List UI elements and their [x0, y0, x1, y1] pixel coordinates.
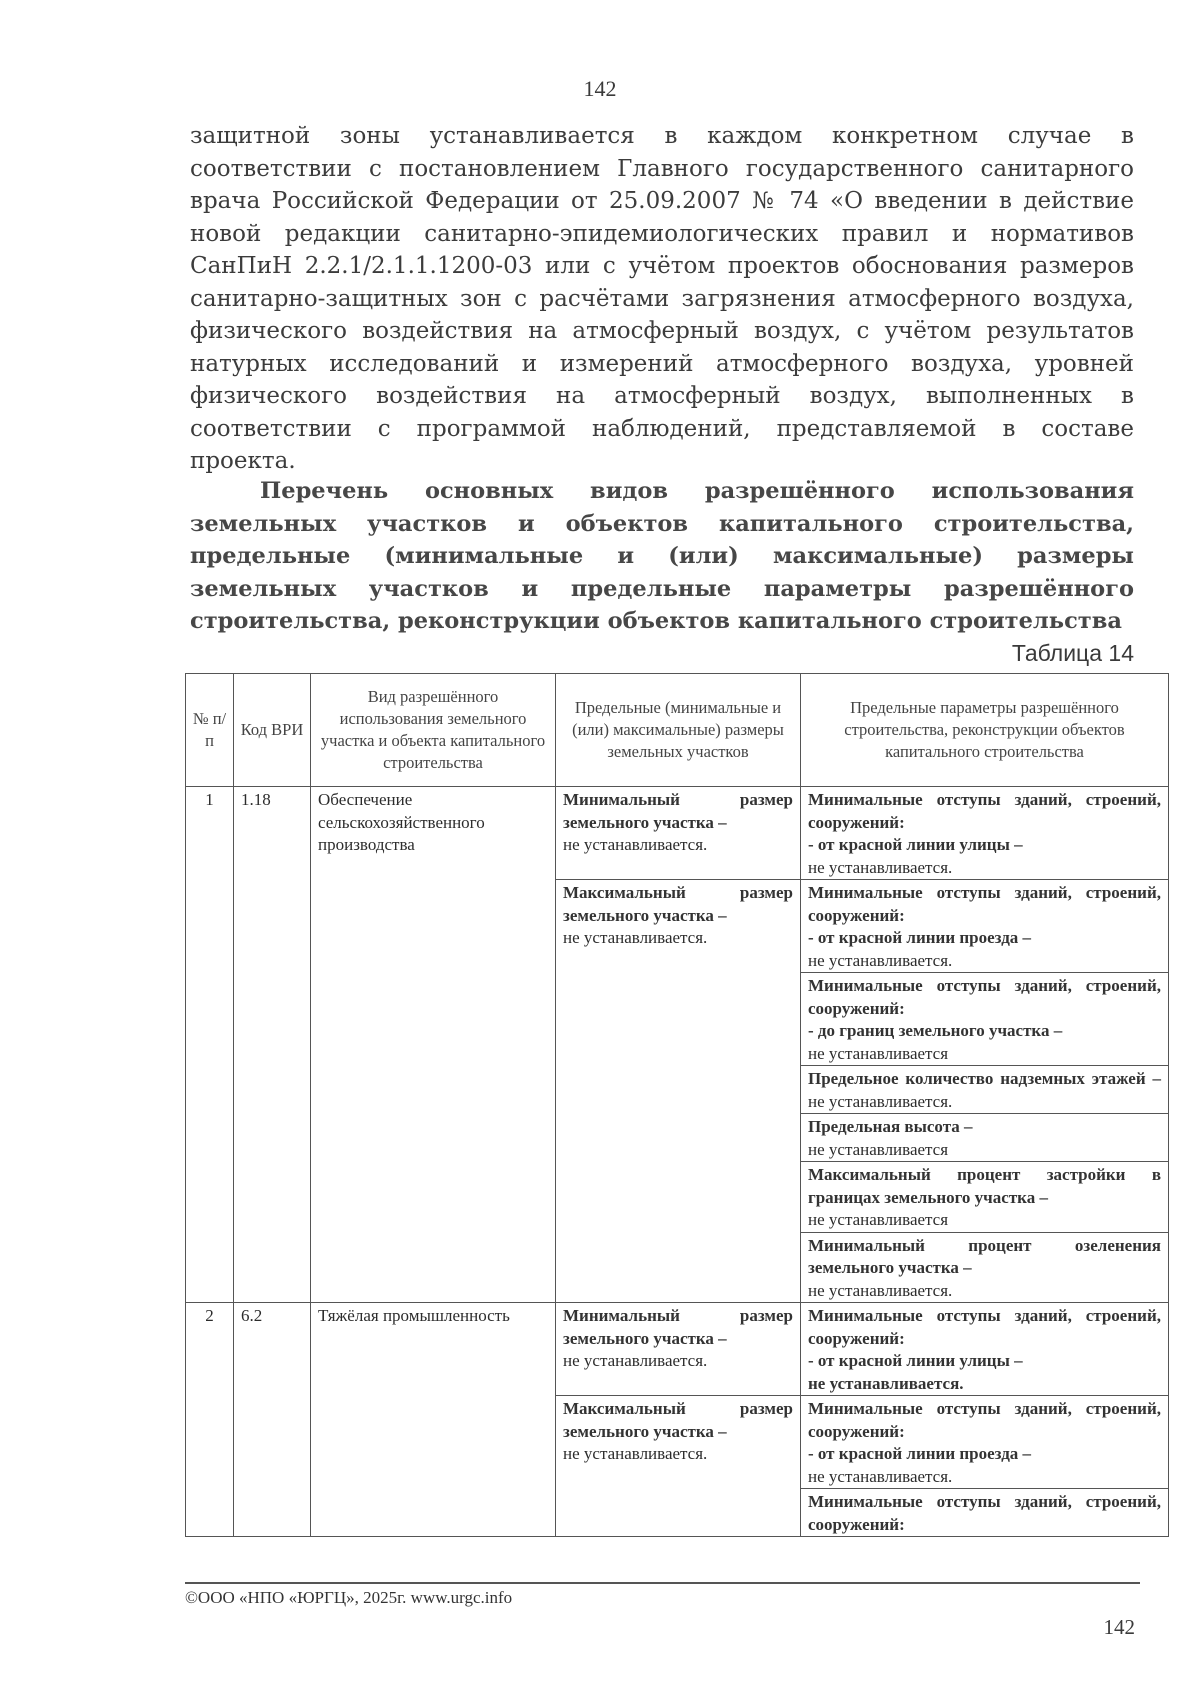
param-value: не устанавливается.	[808, 1373, 964, 1393]
size-min-value: не устанавливается.	[563, 1351, 708, 1370]
param-value: не устанавливается	[808, 1043, 949, 1063]
table-row	[186, 1303, 1169, 1396]
header-code: Код ВРИ	[234, 674, 311, 787]
size-max-label: Максимальный размер земельного участка –	[563, 883, 793, 925]
regulations-table	[185, 673, 1169, 1537]
header-sizes: Предельные (минимальные и (или) максимальные) размеры земельных участков	[556, 674, 801, 787]
table-header-row	[186, 674, 1169, 787]
param-label: Минимальные отступы зданий, строений, сооружений:	[808, 1399, 1161, 1441]
page-number-top: 142	[583, 76, 617, 101]
param-cell	[801, 1396, 1169, 1489]
param-label: Минимальный процент озеленения земельного участка –	[808, 1235, 1161, 1277]
param-label: Минимальные отступы зданий, строений, сооружений:	[808, 790, 1161, 832]
param-sub: - до границ земельного участка –	[808, 1021, 1063, 1040]
page-number-bottom: 142	[1103, 1615, 1135, 1639]
row-code: 1.18	[234, 787, 311, 1303]
section-heading: Перечень основных видов разрешённого использования земельных участков и объектов капитального строительства, предельные (минимальные и (или) максимальные) размеры земельных участков и предельные параметры разрешённого строительства, реконструкции объектов капитального строительства	[190, 478, 1134, 634]
param-cell	[801, 1303, 1169, 1396]
body-paragraph	[190, 120, 1134, 478]
param-label: Минимальные отступы зданий, строений, сооружений:	[808, 1492, 1161, 1534]
size-min-cell	[556, 1303, 801, 1396]
param-label: Минимальные отступы зданий, строений, сооружений:	[808, 1306, 1161, 1348]
param-sub: - от красной линии проезда –	[808, 928, 1032, 947]
param-label: Минимальные отступы зданий, строений, сооружений:	[808, 976, 1161, 1018]
row-num: 2	[186, 1303, 234, 1537]
param-sub: - от красной линии улицы –	[808, 835, 1023, 854]
size-max-cell	[556, 880, 801, 1303]
param-value: не устанавливается.	[808, 950, 953, 970]
param-sub: - от красной линии улицы –	[808, 1351, 1023, 1370]
header-num: № п/п	[186, 674, 234, 787]
row-kind: Тяжёлая промышленность	[311, 1303, 556, 1537]
param-label: Предельная высота –	[808, 1117, 973, 1136]
param-label: Минимальные отступы зданий, строений, сооружений:	[808, 883, 1161, 925]
size-min-cell	[556, 787, 801, 880]
size-min-label: Минимальный размер земельного участка –	[563, 790, 793, 832]
param-value: не устанавливается.	[808, 1466, 953, 1486]
param-value: не устанавливается.	[808, 1091, 953, 1111]
row-num: 1	[186, 787, 234, 1303]
row-code: 6.2	[234, 1303, 311, 1537]
size-min-value: не устанавливается.	[563, 835, 708, 854]
param-value: не устанавливается.	[808, 857, 953, 877]
body-paragraph-text: защитной зоны устанавливается в каждом конкретном случае в соответствии с постановлением Главного государственного санитарного врача Российской Федерации от 25.09.2007 № 74 «О введении в действие новой редакции санитарно-эпидемиологических правил и нормативов СанПиН 2.2.1/2.1.1.1200-03 или с учётом проектов обоснования размеров санитарно-защитных зон с расчётами загрязнения атмосферного воздуха, физического воздействия на атмосферный воздух, с учётом результатов натурных исследований и измерений атмосферного воздуха, уровней физического воздействия на атмосферный воздух, выполненных в соответствии с программой наблюдений, представляемой в составе проекта.	[190, 123, 1134, 474]
size-max-cell	[556, 1396, 801, 1537]
param-label: Максимальный процент застройки в границах земельного участка –	[808, 1165, 1161, 1207]
footer-copyright: ©ООО «НПО «ЮРГЦ», 2025г. www.urgc.info	[185, 1588, 513, 1607]
param-value: не устанавливается	[808, 1210, 949, 1229]
param-cell	[801, 1162, 1169, 1233]
param-value: не устанавливается	[808, 1139, 949, 1159]
table-row	[186, 787, 1169, 880]
size-min-label: Минимальный размер земельного участка –	[563, 1306, 793, 1348]
row-kind: Обеспечение сельскохозяйственного производства	[311, 787, 556, 1303]
size-max-label: Максимальный размер земельного участка –	[563, 1399, 793, 1441]
size-max-value: не устанавливается.	[563, 1444, 708, 1463]
param-cell	[801, 1066, 1169, 1114]
param-cell	[801, 880, 1169, 973]
header-params: Предельные параметры разрешённого строительства, реконструкции объектов капитального строительства	[801, 674, 1169, 787]
param-value: не устанавливается.	[808, 1280, 953, 1300]
param-cell	[801, 1232, 1169, 1303]
size-max-value: не устанавливается.	[563, 928, 708, 947]
table-label: Таблица 14	[1011, 640, 1134, 666]
footer-divider	[185, 1582, 1140, 1584]
param-cell	[801, 787, 1169, 880]
param-cell	[801, 1489, 1169, 1537]
header-kind: Вид разрешённого использования земельного участка и объекта капитального строительства	[311, 674, 556, 787]
param-label: Предельное количество надземных этажей –	[808, 1069, 1161, 1088]
param-cell	[801, 1114, 1169, 1162]
param-cell	[801, 973, 1169, 1066]
param-sub: - от красной линии проезда –	[808, 1444, 1032, 1463]
